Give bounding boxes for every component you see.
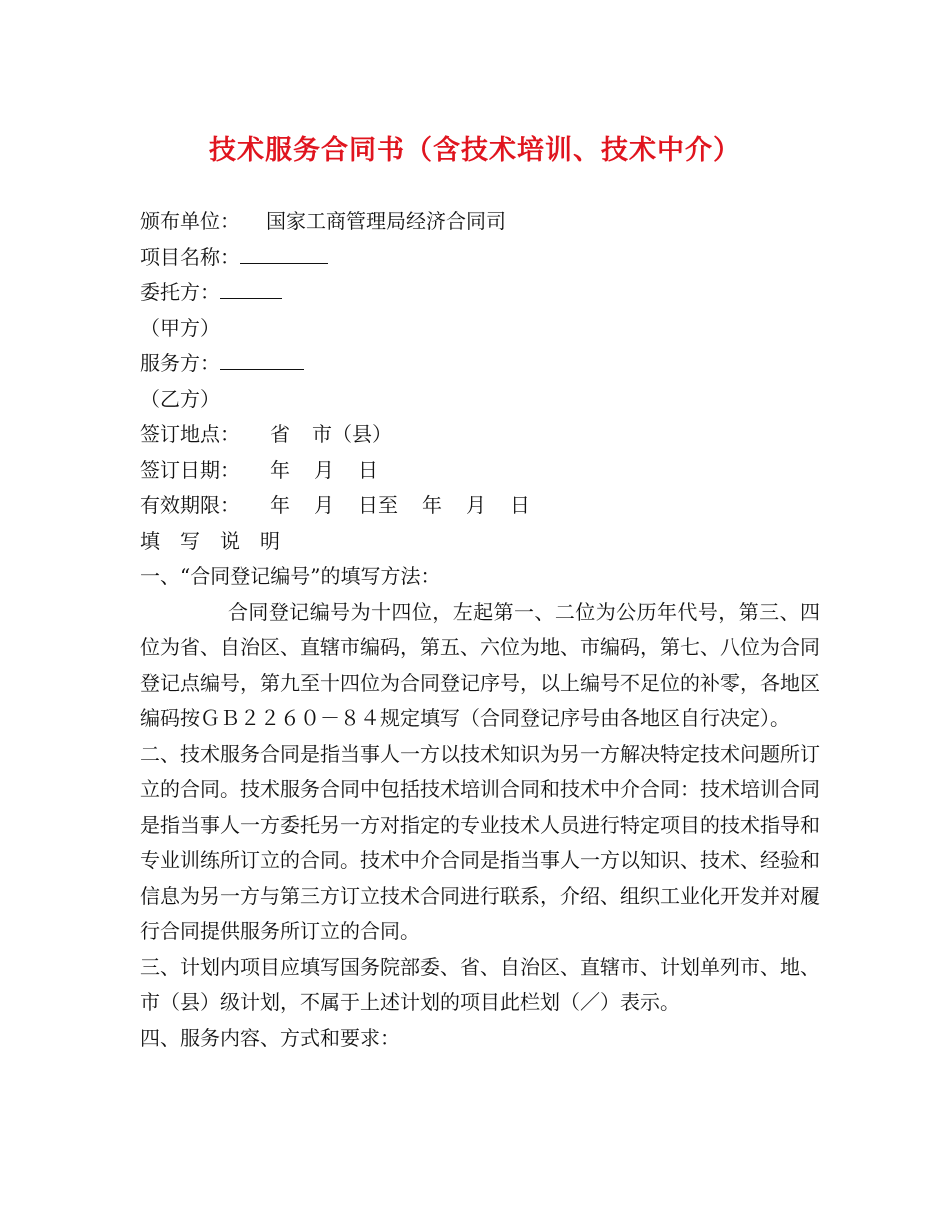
item1-heading: 一、“合同登记编号”的填写方法：	[140, 564, 441, 588]
issuer-value: 国家工商管理局经济合同司	[266, 209, 506, 233]
validity-line	[140, 488, 820, 524]
sign-place-label: 签订地点：	[140, 422, 240, 446]
document-title: 技术服务合同书（含技术培训、技术中介）	[209, 135, 741, 166]
party-a-label: （甲方）	[140, 315, 220, 340]
item4-heading: 四、服务内容、方式和要求：	[140, 1025, 400, 1050]
sign-date-year: 年	[270, 457, 290, 482]
project-name-label: 项目名称：	[140, 244, 240, 269]
provider-label: 服务方：	[140, 351, 220, 375]
validity-day-to: 日至	[358, 493, 398, 517]
validity-end-day: 日	[510, 493, 530, 517]
sign-date-day: 日	[358, 457, 378, 482]
sign-place-city: 市（县）	[312, 422, 392, 446]
validity-start-year: 年	[270, 493, 290, 517]
sign-place-line	[140, 417, 820, 453]
project-name-line	[140, 240, 820, 276]
party-a-line	[140, 311, 820, 347]
item2-body: 二、技术服务合同是指当事人一方以技术知识为另一方解决特定技术问题所订立的合同。技术服务合同中包括技术培训合同和技术中介合同：技术培训合同是指当事人一方委托另一方对指定的专业技术人员进行特定项目的技术指导和专业训练所订立的合同。技术中介合同是指当事人一方以知识、技术、经验和信息为另一方与第三方订立技术合同进行联系，介绍、组织工业化开发并对履行合同提供服务所订立的合同。	[140, 741, 820, 943]
issuer-label: 颁布单位：	[140, 209, 240, 233]
provider-blank	[220, 347, 304, 370]
instructions-heading: 填 写 说 明	[140, 528, 280, 553]
client-blank	[220, 276, 282, 299]
sign-date-line	[140, 453, 820, 489]
sign-date-month: 月	[314, 457, 334, 482]
document-body	[140, 204, 820, 1056]
issuer-line	[140, 204, 820, 240]
party-b-label: （乙方）	[140, 386, 220, 411]
party-b-line	[140, 382, 820, 418]
validity-start-month: 月	[314, 493, 334, 517]
item3-body: 三、计划内项目应填写国务院部委、省、自治区、直辖市、计划单列市、地、市（县）级计划，不属于上述计划的项目此栏划（／）表示。	[140, 954, 820, 1014]
provider-line	[140, 346, 820, 382]
sign-date-label: 签订日期：	[140, 457, 240, 482]
sign-place-province: 省	[270, 422, 290, 446]
client-line	[140, 275, 820, 311]
validity-end-month: 月	[466, 493, 486, 517]
validity-end-year: 年	[422, 493, 442, 517]
item1-body: 合同登记编号为十四位，左起第一、二位为公历年代号，第三、四位为省、自治区、直辖市编码，第五、六位为地、市编码，第七、八位为合同登记点编号，第九至十四位为合同登记序号，以上编号不足位的补零，各地区编码按ＧＢ２２６０－８４规定填写（合同登记序号由各地区自行决定）。	[140, 599, 820, 730]
validity-label: 有效期限：	[140, 493, 240, 517]
project-name-blank	[240, 241, 328, 264]
client-label: 委托方：	[140, 280, 220, 304]
